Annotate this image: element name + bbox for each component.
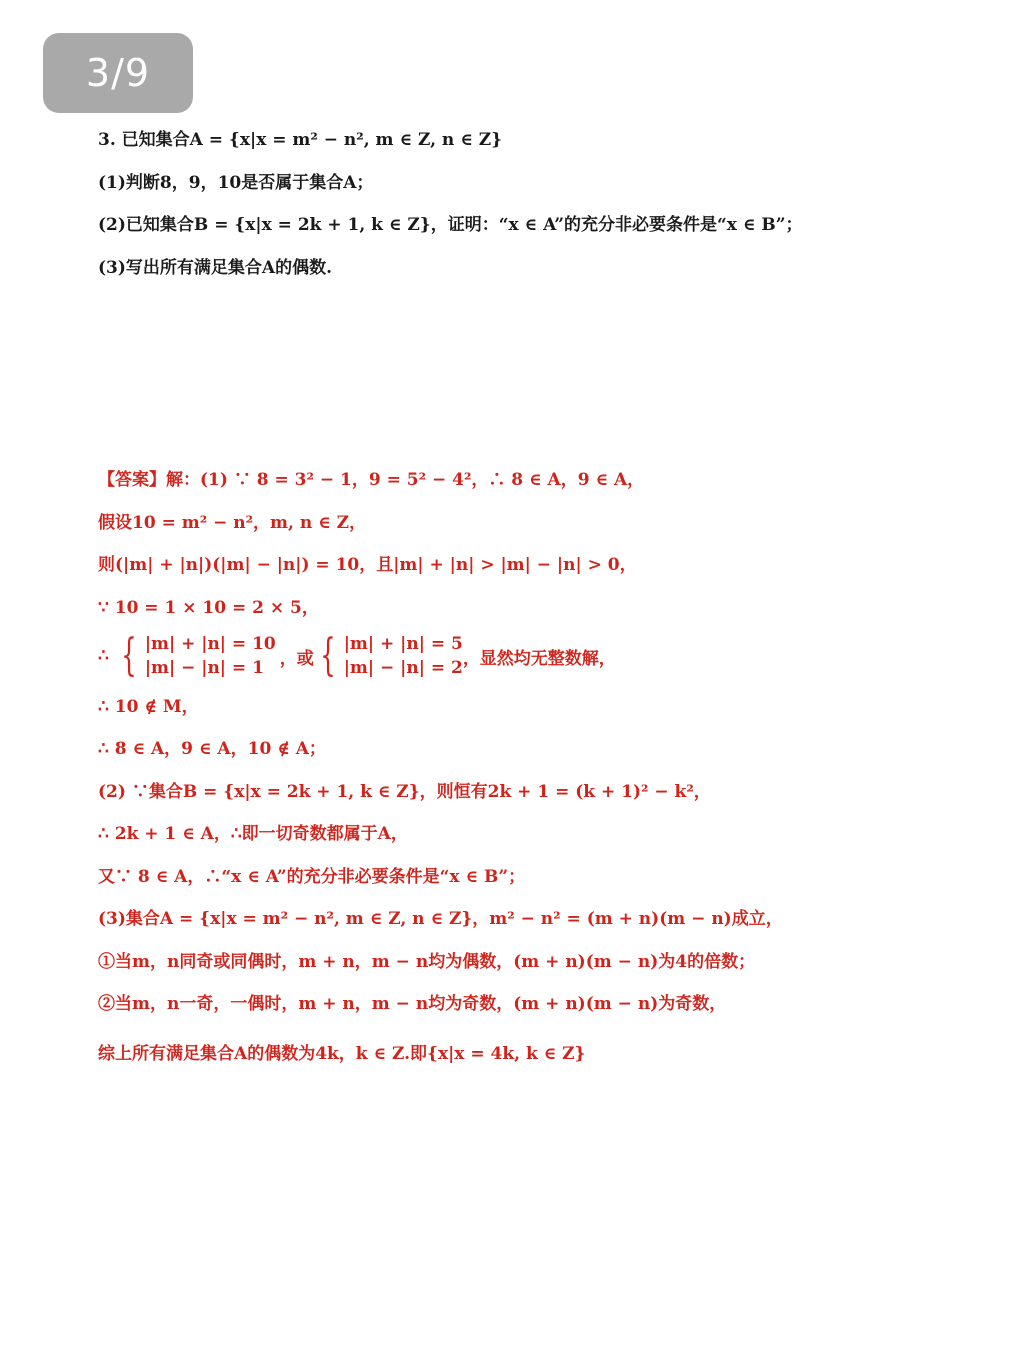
answer-line-10: 又∵ 8 ∈ A，∴“x ∈ A”的充分非必要条件是“x ∈ B”； xyxy=(98,867,526,887)
equation-system-1 xyxy=(145,632,276,680)
answer-line-9: ∴ 2k + 1 ∈ A，∴即一切奇数都属于A， xyxy=(98,824,408,844)
answer-line-2: 假设10 = m² − n²，m, n ∈ Z， xyxy=(98,513,367,533)
answer-line-1: 【答案】解：(1) ∵ 8 = 3² − 1，9 = 5² − 4²，∴ 8 ∈ A，9 ∈ A， xyxy=(98,470,645,490)
page-indicator-badge xyxy=(43,33,193,113)
answer-line-4: ∵ 10 = 1 × 10 = 2 × 5， xyxy=(98,598,319,618)
question-part1: (1)判断8，9，10是否属于集合A； xyxy=(98,173,374,193)
left-brace-1: { xyxy=(121,630,137,681)
answer-line-12: ①当m，n同奇或同偶时，m + n，m − n均为偶数，(m + n)(m − n)为4的倍数； xyxy=(98,952,756,972)
system1-row1: |m| + |n| = 10 xyxy=(144,634,276,654)
answer-line-14: 综上所有满足集合A的偶数为4k，k ∈ Z.即{x|x = 4k, k ∈ Z} xyxy=(98,1044,586,1064)
answer-line-8: (2) ∵集合B = {x|x = 2k + 1, k ∈ Z}，则恒有2k + 1 = (k + 1)² − k²， xyxy=(98,782,711,802)
answer-line-7: ∴ 8 ∈ A，9 ∈ A，10 ∉ A； xyxy=(98,739,326,759)
answer-line-3: 则(|m| + |n|)(|m| − |n|) = 10，且|m| + |n| > |m| − |n| > 0， xyxy=(98,555,637,575)
answer-equation-systems xyxy=(98,630,616,682)
answer-line-13: ②当m，n一奇，一偶时，m + n，m − n均为奇数，(m + n)(m − n)为奇数， xyxy=(98,994,727,1014)
system1-row2: |m| − |n| = 1 xyxy=(144,658,264,678)
answer-line-6: ∴ 10 ∉ M， xyxy=(98,697,199,717)
left-brace-2: { xyxy=(320,630,336,681)
question-part2: (2)已知集合B = {x|x = 2k + 1, k ∈ Z}，证明：“x ∈ A”的充分非必要条件是“x ∈ B”； xyxy=(98,215,803,235)
page-indicator-text: 3/9 xyxy=(85,51,151,95)
therefore-symbol: ∴ xyxy=(98,646,109,666)
equation-system-2 xyxy=(344,632,463,680)
no-integer-solution-text: ，显然均无整数解， xyxy=(462,648,616,669)
system2-row1: |m| + |n| = 5 xyxy=(343,634,463,654)
question-title: 3. 已知集合A = {x|x = m² − n², m ∈ Z, n ∈ Z} xyxy=(98,130,503,150)
or-text: ，或 xyxy=(279,648,314,669)
system2-row2: |m| − |n| = 2 xyxy=(343,658,463,678)
question-part3: (3)写出所有满足集合A的偶数. xyxy=(98,258,333,278)
answer-line-11: (3)集合A = {x|x = m² − n², m ∈ Z, n ∈ Z}，m² − n² = (m + n)(m − n)成立， xyxy=(98,909,783,929)
